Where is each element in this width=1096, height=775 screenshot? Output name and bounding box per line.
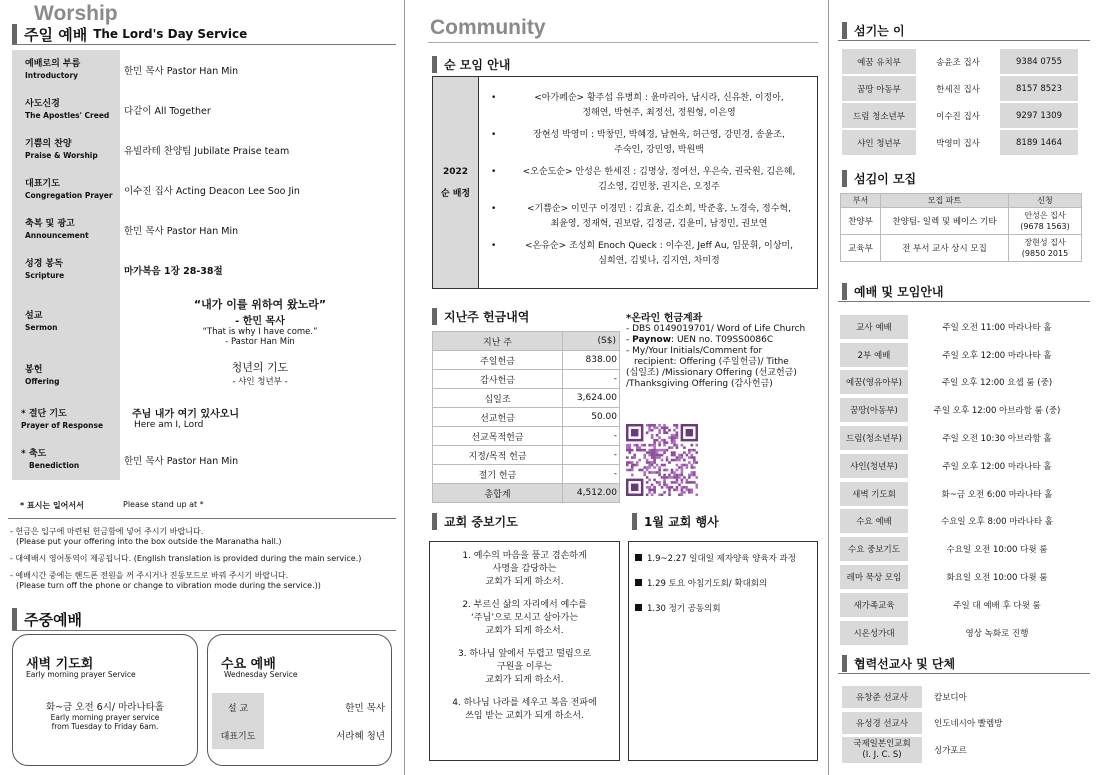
schedule-name: 수요 예배 <box>840 509 908 533</box>
missions-list <box>842 685 1082 763</box>
recruit-title: 섬김이 모집 <box>854 172 917 186</box>
offering-value: - <box>563 427 620 446</box>
response-song-en: Here am I, Lord <box>134 419 204 430</box>
order-label-en: The Apostles' Creed <box>25 111 110 120</box>
event-text: 1.29 토요 아침기도회/ 확대회의 <box>647 579 768 589</box>
event-text: 1.30 정기 공동의회 <box>647 604 721 614</box>
group-line: • <온유순> 조성희 Enoch Queck : 이수진, Jeff Au, 임문휘, 이상미, <box>524 241 793 251</box>
paynow-qr-code <box>626 424 698 496</box>
group-line: 심희연, 김빛나, 김지연, 차미정 <box>598 256 720 266</box>
mission-name <box>842 737 922 763</box>
dawn-subtitle: Early morning prayer Service <box>26 670 136 679</box>
wednesday-prayer-label: 대표기도 <box>212 721 264 749</box>
paynow-label: Paynow <box>632 335 672 345</box>
cell-group-item <box>483 202 813 232</box>
schedule-row <box>840 396 1086 424</box>
order-row-offering <box>12 352 396 394</box>
mission-row <box>842 737 1082 763</box>
schedule-time: 영상 녹화로 진행 <box>965 628 1029 639</box>
offering-value: - <box>563 465 620 484</box>
worship-section-title: Worship <box>34 2 118 25</box>
note-translation: - 대예배시 영어통역이 제공됩니다. (English translation is provided during the main service.) <box>10 554 362 563</box>
mission-name-line: (I. J. C. S) <box>862 750 902 760</box>
note-phone-en: (Please turn off the phone or change to vibration mode during the service.)) <box>16 581 321 590</box>
offering-row <box>433 427 620 446</box>
events-title: 1월 교회 행사 <box>644 515 719 529</box>
schedule-name: 샤인(청년부) <box>840 454 908 478</box>
offering-value: 3,624.00 <box>563 389 620 408</box>
order-content: 이수진 집사 Acting Deacon Lee Soo Jin <box>124 186 300 197</box>
offering-value: 50.00 <box>563 408 620 427</box>
schedule-name: 드림(청소년부) <box>840 426 908 450</box>
server-row <box>842 129 1078 156</box>
order-label-ko: 대표기도 <box>25 179 60 189</box>
offering-value: - <box>563 370 620 389</box>
server-phone: 9297 1309 <box>1000 103 1078 128</box>
wednesday-prayer-value: 서라혜 청년 <box>336 731 385 742</box>
order-label-ko: * 결단 기도 <box>21 409 67 419</box>
offering-row <box>433 446 620 465</box>
weekday-title: 주중예배 <box>24 610 82 629</box>
bullet-square-icon <box>635 554 642 561</box>
schedule-row <box>840 508 1086 536</box>
wednesday-card <box>207 634 392 766</box>
recruit-header <box>842 170 916 187</box>
schedule-time: 화~금 오전 6:00 마라나타 홀 <box>941 489 1053 500</box>
schedule-time: 주일 오전 11:00 마라나타 홀 <box>942 322 1052 333</box>
order-row-sermon <box>12 290 396 352</box>
notes-rule <box>8 518 396 519</box>
header-bar <box>12 608 17 630</box>
schedule-row <box>840 563 1086 591</box>
missions-rule <box>838 673 1090 674</box>
offering-col1: 지난 주 <box>433 332 563 351</box>
order-row-introductory <box>12 50 396 90</box>
dawn-time <box>13 699 197 731</box>
order-content: 다같이 All Together <box>124 106 211 117</box>
schedule-time: 주일 오후 12:00 마라나타 홀 <box>942 461 1052 472</box>
online-comment-2: recipient: Offering (주일헌금)/ Tithe <box>634 357 789 367</box>
offering-value: 838.00 <box>563 351 620 370</box>
stand-label: * 표시는 일어서서 <box>20 501 84 510</box>
header-bar <box>432 308 437 325</box>
prayer-line: 교회가 되게 하소서. <box>485 675 564 685</box>
offering-table <box>432 331 620 503</box>
schedule-name: 2부 예배 <box>840 343 908 367</box>
sermon-content <box>120 290 396 352</box>
order-label-ko: * 축도 <box>21 449 47 459</box>
order-row-response <box>12 394 396 440</box>
dawn-time-en2: from Tuesday to Friday 6am. <box>51 722 159 731</box>
cell-assignment: 순 배정 <box>440 188 471 199</box>
offering-row <box>433 408 620 427</box>
mission-place: 인도네시아 빨렘방 <box>934 719 1003 729</box>
group-line: 김소영, 김민창, 권지은, 오정주 <box>598 182 720 192</box>
cell-group-item <box>483 239 813 269</box>
order-label-en: Introductory <box>25 71 79 80</box>
dawn-time-en1: Early morning prayer service <box>50 713 160 722</box>
server-dept: 예꿈 유치부 <box>842 49 916 74</box>
offering-header-row <box>433 332 620 351</box>
prayer-line: 1. 예수의 마음을 품고 겸손하게 <box>462 551 587 561</box>
schedule-time: 수요일 오전 10:00 다윗 룸 <box>946 545 1048 556</box>
prayer-line: 3. 하나님 앞에서 두렵고 떨림으로 <box>457 649 592 659</box>
schedule-name: 새가족교육 <box>840 593 908 617</box>
server-name: 박영미 집사 <box>936 138 980 149</box>
order-content: 한민 목사 Pastor Han Min <box>124 66 239 77</box>
online-bank: - DBS 0149019701/ Word of Life Church <box>626 324 806 334</box>
order-label-en: Offering <box>25 377 60 386</box>
offering-total-value: 4,512.00 <box>563 484 620 503</box>
mission-place: 캄보디아 <box>934 693 967 703</box>
servers-title: 섬기는 이 <box>854 24 905 38</box>
sermon-preacher-en: - Pastor Han Min <box>225 336 295 347</box>
recruit-col-part: 모집 파트 <box>881 194 1009 208</box>
servers-list <box>842 48 1078 156</box>
offering-song: 청년의 기도 <box>231 361 289 374</box>
server-name: 이수진 집사 <box>936 111 980 122</box>
announcement-notes <box>10 527 400 591</box>
server-name: 송윤조 집사 <box>936 57 980 68</box>
dawn-title: 새벽 기도회 <box>26 657 94 672</box>
schedule-time: 주일 오전 10:30 아브라함 홀 <box>942 434 1052 445</box>
header-bar <box>842 22 847 39</box>
server-row <box>842 48 1078 75</box>
cell-group-item <box>483 128 813 158</box>
schedule-time: 화요일 오전 10:00 다윗 룸 <box>946 573 1048 584</box>
header-bar <box>842 170 847 187</box>
worship-header-ko: 주일 예배 <box>24 25 88 44</box>
bullet-square-icon <box>635 604 642 611</box>
group-line: • <기쁨순> 이민구 이경민 : 김효윤, 김소희, 박준홍, 노경숙, 정수혁, <box>527 204 791 214</box>
online-comment-4: /Thanksgiving Offering (감사헌금) <box>626 379 773 389</box>
servers-rule <box>838 40 1090 41</box>
header-bar <box>842 655 847 672</box>
recruit-col-dept: 부서 <box>841 194 881 208</box>
server-phone: 9384 0755 <box>1000 49 1078 74</box>
schedule-name: 교사 예배 <box>840 315 908 339</box>
schedule-time: 주일 대 예배 후 다윗 룸 <box>953 600 1041 611</box>
weekday-rule <box>12 630 396 631</box>
order-label-ko: 예배로의 부름 <box>25 59 81 69</box>
server-name: 한세진 집사 <box>936 84 980 95</box>
online-comment: - My/Your Initials/Comment for <box>626 346 763 356</box>
missions-title: 협력선교사 및 단체 <box>854 657 956 671</box>
cell-side-label <box>433 77 479 288</box>
order-label-en: Announcement <box>25 231 89 240</box>
missions-header <box>842 655 955 672</box>
schedule-name: 시온성가대 <box>840 621 908 645</box>
response-song: 주님 내가 여기 있사오니 <box>132 408 240 420</box>
offering-header <box>432 308 529 325</box>
server-row <box>842 102 1078 129</box>
offering-label: 감사헌금 <box>433 370 563 389</box>
offering-content <box>120 352 396 394</box>
prayer-line: 2. 부르신 삶의 자리에서 예수를 <box>462 600 587 610</box>
prayer-line: 쓰임 받는 교회가 되게 하소서. <box>465 711 584 721</box>
mission-row <box>842 685 1082 709</box>
prayer-item <box>430 697 619 723</box>
group-line: 정해연, 박현주, 최정선, 정원형, 이은영 <box>582 108 736 118</box>
offering-title: 지난주 헌금내역 <box>444 310 530 324</box>
header-bar <box>432 513 437 530</box>
order-row-announcement <box>12 210 396 250</box>
header-bar <box>432 56 437 73</box>
group-line: • <아가페순> 황주섭 유병희 : 윤마리아, 남시라, 신유찬, 이정아, <box>534 93 784 103</box>
offering-by: - 샤인 청년부 - <box>232 377 288 387</box>
order-label-en: Sermon <box>25 323 58 332</box>
dawn-time-ko: 화~금 오전 6시/ 마라나타홀 <box>45 702 165 713</box>
schedule-time: 주일 오후 12:00 요셉 룸 (중) <box>941 378 1053 389</box>
schedule-row <box>840 452 1086 480</box>
order-label-ko: 사도신경 <box>25 99 60 109</box>
order-row-creed <box>12 90 396 130</box>
order-label-ko: 축복 및 광고 <box>25 219 75 229</box>
order-label-ko: 성경 봉독 <box>25 259 63 269</box>
cell-group-list <box>483 91 813 269</box>
prayer-line: ‘주님’으로 모시고 살아가는 <box>470 613 579 623</box>
offering-label: 주일헌금 <box>433 351 563 370</box>
wednesday-title: 수요 예배 <box>221 657 276 672</box>
event-item <box>635 577 811 589</box>
order-label-ko: 기쁨의 찬양 <box>25 139 72 149</box>
order-row-scripture <box>12 250 396 290</box>
schedule-name: 수요 중보기도 <box>840 537 908 561</box>
recruit-contact-phone: (9850 2015 <box>1021 249 1069 258</box>
mission-name: 유성경 선교사 <box>842 712 922 734</box>
mission-place: 싱가포르 <box>934 746 967 756</box>
weekday-header <box>12 608 82 630</box>
recruit-part: 찬양팀- 일렉 및 베이스 기타 <box>881 208 1009 235</box>
online-title: *온라인 헌금계좌 <box>626 313 703 324</box>
order-row-praise <box>12 130 396 170</box>
order-content: 유빌라테 찬양팀 Jubilate Praise team <box>124 146 290 157</box>
cell-group-item <box>483 91 813 121</box>
wednesday-row-prayer <box>212 721 385 749</box>
order-content: 한민 목사 Pastor Han Min <box>124 226 239 237</box>
event-text: 1.9~2.27 일대일 제자양육 양육자 과정 <box>647 554 796 564</box>
prayer-line: 4. 하나님 나라를 세우고 복음 전파에 <box>452 698 597 708</box>
schedule-time: 주일 오후 12:00 마라나타 홀 <box>942 350 1052 361</box>
header-bar <box>842 283 847 300</box>
event-item <box>635 602 811 614</box>
offering-value: - <box>563 446 620 465</box>
offering-total-row <box>433 484 620 503</box>
wednesday-sermon-label: 설 교 <box>212 693 264 721</box>
note-offering: - 헌금은 입구에 마련된 헌금함에 넣어 주시기 바랍니다. <box>10 527 204 536</box>
server-phone: 8189 1464 <box>1000 130 1078 155</box>
offering-label: 선교목적헌금 <box>433 427 563 446</box>
server-phone: 8157 8523 <box>1000 76 1078 101</box>
community-section-title: Community <box>430 16 546 39</box>
cell-groups-box <box>432 76 818 289</box>
cell-year: 2022 <box>442 166 469 177</box>
prayer-item <box>430 648 619 687</box>
recruit-header-row <box>841 194 1082 208</box>
online-offering-info <box>626 313 818 390</box>
prayer-line: 교회가 되게 하소서. <box>485 577 564 587</box>
prayer-line: 사명을 감당하는 <box>492 564 557 574</box>
mission-name-line: 국제일본인교회 <box>853 739 911 749</box>
prayer-box <box>429 541 620 761</box>
community-rule <box>428 42 818 43</box>
mission-name: 유창준 선교사 <box>842 686 922 708</box>
worship-header-rule <box>12 44 396 45</box>
schedule-name: 예꿈(영유아부) <box>840 370 908 394</box>
order-label-ko: 설교 <box>25 311 43 321</box>
recruit-contact <box>1009 235 1082 262</box>
header-bar <box>632 513 637 530</box>
recruit-col-apply: 신청 <box>1009 194 1082 208</box>
recruit-contact-phone: (9678 1563) <box>1020 222 1070 231</box>
schedule-name: 새벽 기도회 <box>840 482 908 506</box>
order-label-ko: 봉헌 <box>25 365 43 375</box>
order-content: 한민 목사 Pastor Han Min <box>124 456 239 467</box>
cell-title: 순 모임 안내 <box>444 58 511 72</box>
worship-header-en: The Lord's Day Service <box>93 27 248 41</box>
response-content <box>120 394 396 440</box>
schedule-row <box>840 341 1086 369</box>
schedule-row <box>840 591 1086 619</box>
schedule-time: 주일 오후 12:00 아브라함 룸 (중) <box>933 406 1061 417</box>
recruit-row <box>841 235 1082 262</box>
bullet-square-icon <box>635 579 642 586</box>
schedule-row <box>840 619 1086 647</box>
header-bar <box>12 24 17 44</box>
worship-header <box>12 24 247 44</box>
offering-label: 지정/목적 헌금 <box>433 446 563 465</box>
schedule-header <box>842 283 944 300</box>
prayer-line: 구원을 이루는 <box>496 662 553 672</box>
schedule-row <box>840 480 1086 508</box>
offering-row <box>433 465 620 484</box>
mission-row <box>842 711 1082 735</box>
worship-order-list <box>12 50 396 480</box>
column-divider-left <box>404 0 405 775</box>
server-row <box>842 75 1078 102</box>
prayer-line: 교회가 되게 하소서. <box>485 626 564 636</box>
recruit-part: 전 부서 교사 상시 모집 <box>881 235 1009 262</box>
wednesday-subtitle: Wednesday Service <box>224 670 298 679</box>
paynow-value: : UEN no. T09SS0086C <box>671 335 774 345</box>
schedule-list <box>840 313 1086 647</box>
recruit-contact-name: 안성은 집사 <box>1024 211 1066 220</box>
recruit-contact-name: 장현성 집사 <box>1024 238 1066 247</box>
schedule-title: 예배 및 모임안내 <box>854 285 944 299</box>
order-content: 마가복음 1장 28-38절 <box>124 266 223 277</box>
servers-header <box>842 22 905 39</box>
group-line: 최윤영, 정재혁, 권보람, 김정균, 김윤미, 남정민, 권보연 <box>550 219 768 229</box>
prayer-title: 교회 중보기도 <box>444 515 518 529</box>
server-dept: 꿈땅 아동부 <box>842 76 916 101</box>
schedule-rule <box>838 301 1090 302</box>
offering-label: 선교헌금 <box>433 408 563 427</box>
order-row-benediction <box>12 440 396 480</box>
order-label-en: Congregation Prayer <box>25 191 113 200</box>
column-divider-right <box>828 0 829 775</box>
server-dept: 드림 청소년부 <box>842 103 916 128</box>
events-header <box>632 513 719 530</box>
order-label-en: Praise & Worship <box>25 151 98 160</box>
group-line: • 장현성 박영미 : 박창민, 박혜경, 남현욱, 허근영, 강민경, 송윤조, <box>533 130 785 140</box>
recruit-row <box>841 208 1082 235</box>
schedule-name: 레마 묵상 모임 <box>840 565 908 589</box>
group-line: • <오순도순> 안성은 한세진 : 김명상, 정여선, 우은숙, 권국원, 김은혜, <box>522 167 796 177</box>
order-label-en: Scripture <box>25 271 65 280</box>
stand-note <box>20 500 204 511</box>
cell-header <box>432 56 510 73</box>
recruit-dept: 교육부 <box>841 235 881 262</box>
events-box <box>628 541 818 761</box>
wednesday-row-sermon <box>212 693 385 721</box>
dawn-prayer-card <box>12 634 198 766</box>
group-line: 주숙인, 강민영, 박원백 <box>614 145 704 155</box>
prayer-item <box>430 550 619 589</box>
schedule-name: 꿈땅(아동부) <box>840 398 908 422</box>
online-comment-3: (십일조) /Missionary Offering (선교헌금) <box>626 368 797 378</box>
recruit-contact <box>1009 208 1082 235</box>
offering-col2: (S$) <box>563 332 620 351</box>
online-paynow: - Paynow: UEN no. T09SS0086C <box>626 335 774 345</box>
order-row-prayer <box>12 170 396 210</box>
recruit-dept: 찬양부 <box>841 208 881 235</box>
recruit-table <box>840 193 1082 262</box>
note-phone: - 예배시간 중에는 핸드폰 전원을 꺼 주시거나 진동모드로 바꿔 주시기 바랍니다. <box>10 571 289 580</box>
wednesday-sermon-value: 한민 목사 <box>345 703 385 714</box>
offering-row <box>433 351 620 370</box>
sermon-title: “내가 이를 위하여 왔노라” <box>193 297 327 311</box>
offering-label: 십일조 <box>433 389 563 408</box>
offering-row <box>433 370 620 389</box>
stand-en: Please stand up at * <box>123 500 204 509</box>
order-label-en: Benediction <box>29 461 80 470</box>
prayer-item <box>430 599 619 638</box>
schedule-row <box>840 369 1086 397</box>
offering-row <box>433 389 620 408</box>
schedule-row <box>840 535 1086 563</box>
sermon-title-en: “That is why I have come.” <box>202 326 318 337</box>
order-label-en: Prayer of Response <box>21 421 104 430</box>
prayer-header <box>432 513 518 530</box>
sermon-preacher: - 한민 목사 <box>235 315 285 327</box>
note-offering-en: (Please put your offering into the box outside the Maranatha hall.) <box>16 537 282 546</box>
offering-label: 절기 헌금 <box>433 465 563 484</box>
cell-group-item <box>483 165 813 195</box>
offering-total-label: 총합계 <box>433 484 563 503</box>
schedule-time: 수요일 오후 8:00 마라나타 홀 <box>940 517 1053 528</box>
event-item <box>635 552 811 564</box>
schedule-row <box>840 424 1086 452</box>
schedule-row <box>840 313 1086 341</box>
server-dept: 샤인 청년부 <box>842 130 916 155</box>
